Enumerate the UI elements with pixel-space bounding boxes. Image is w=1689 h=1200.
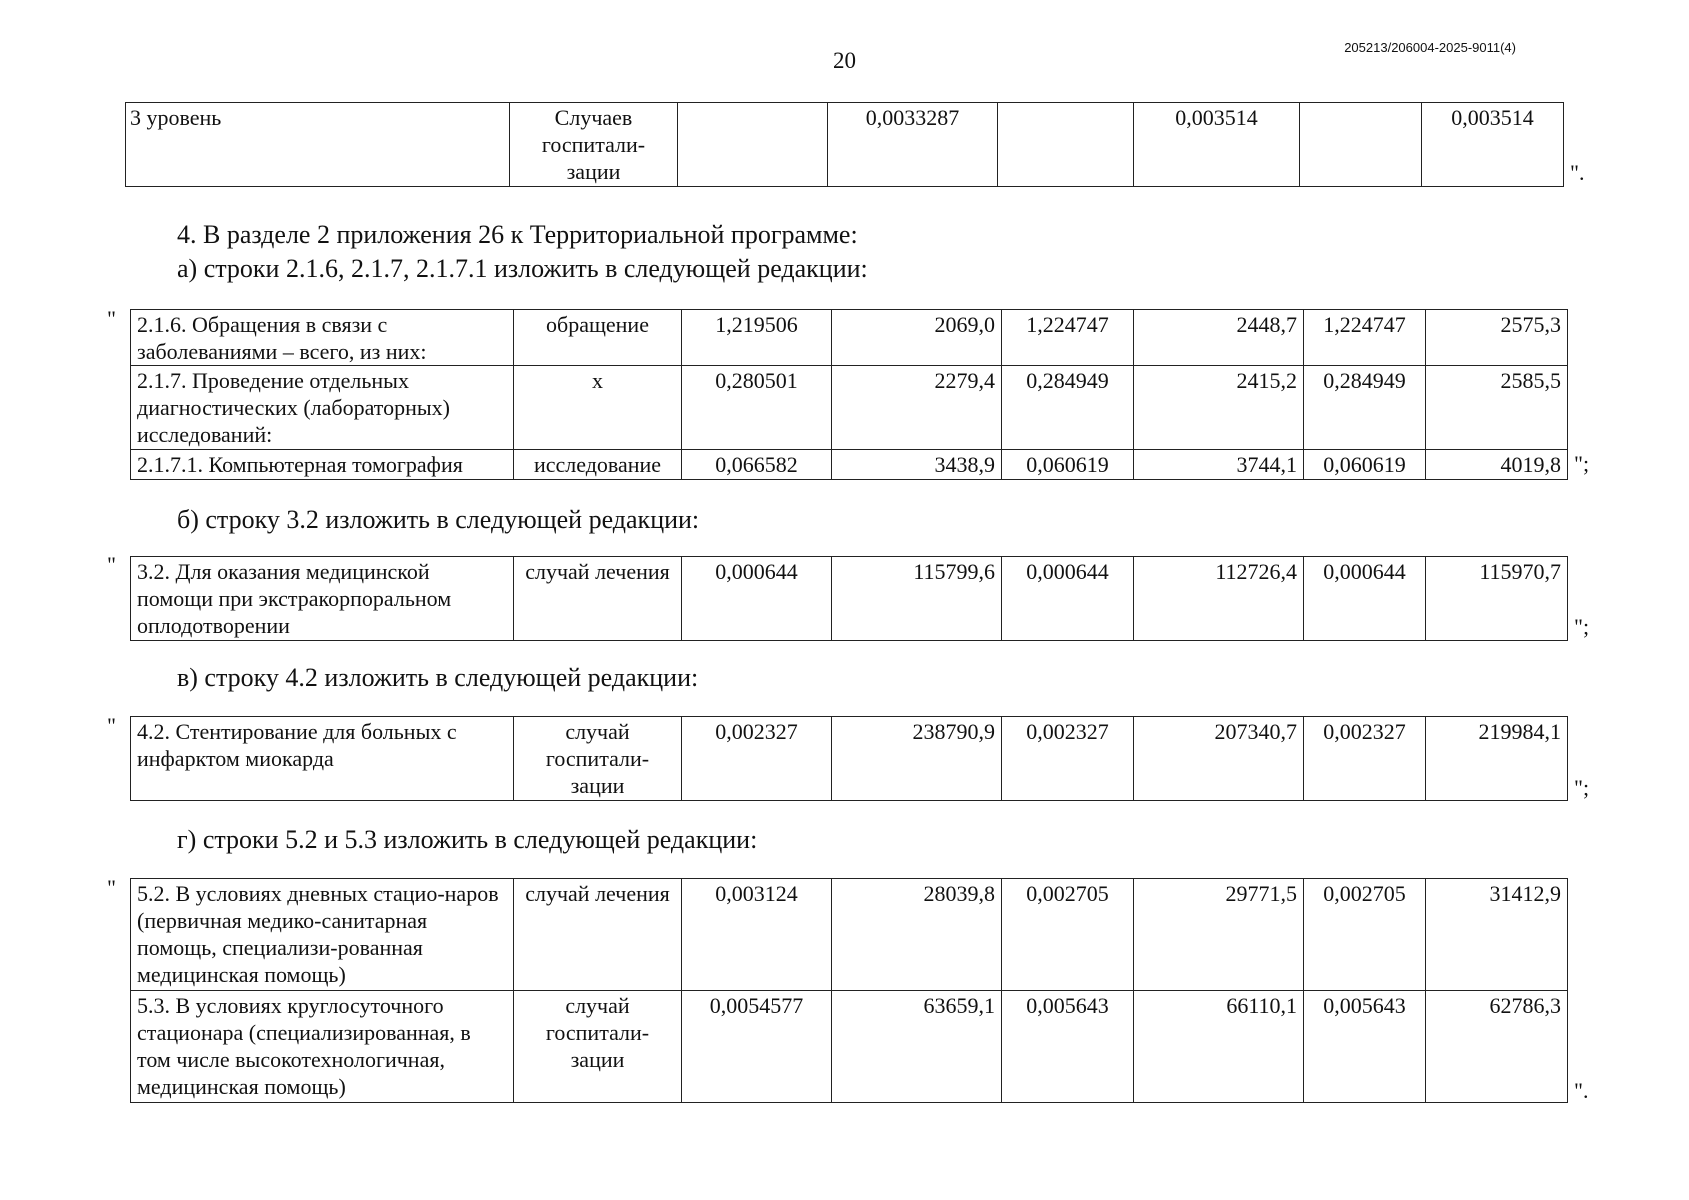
cell-value: 2448,7 bbox=[1134, 310, 1304, 366]
cell-value: 2585,5 bbox=[1426, 366, 1568, 450]
row-name: 3 уровень bbox=[126, 103, 510, 187]
cell-value: 0,003514 bbox=[1134, 103, 1300, 187]
cell-value: 63659,1 bbox=[832, 991, 1002, 1103]
cell-value: 29771,5 bbox=[1134, 879, 1304, 991]
row-unit: случай лечения bbox=[514, 557, 682, 641]
cell-value: 112726,4 bbox=[1134, 557, 1304, 641]
cell-value: 238790,9 bbox=[832, 717, 1002, 801]
cell-value: 0,002327 bbox=[1002, 717, 1134, 801]
cell-value bbox=[678, 103, 828, 187]
row-name: 2.1.6. Обращения в связи с заболеваниями – всего, из них: bbox=[131, 310, 514, 366]
top-table bbox=[125, 102, 1564, 187]
row-name: 5.3. В условиях круглосуточного стационара (специализированная, в том числе высокотехнологичная, медицинская помощь) bbox=[131, 991, 514, 1103]
cell-value: 1,219506 bbox=[682, 310, 832, 366]
cell-value: 0,0054577 bbox=[682, 991, 832, 1103]
table-a bbox=[130, 309, 1568, 480]
table-row bbox=[126, 103, 1564, 187]
cell-value: 2279,4 bbox=[832, 366, 1002, 450]
table-row bbox=[131, 557, 1568, 641]
instruction-v: в) строку 4.2 изложить в следующей редакции: bbox=[177, 663, 699, 692]
cell-value: 0,003124 bbox=[682, 879, 832, 991]
row-unit: случай лечения bbox=[514, 879, 682, 991]
table-row bbox=[131, 879, 1568, 991]
cell-value: 0,000644 bbox=[1304, 557, 1426, 641]
cell-value: 62786,3 bbox=[1426, 991, 1568, 1103]
cell-value: 0,284949 bbox=[1002, 366, 1134, 450]
cell-value: 1,224747 bbox=[1002, 310, 1134, 366]
section-heading: 4. В разделе 2 приложения 26 к Территориальной программе: bbox=[177, 220, 858, 249]
cell-value: 66110,1 bbox=[1134, 991, 1304, 1103]
row-name: 5.2. В условиях дневных стацио-наров (первичная медико-санитарная помощь, специализи-рованная медицинская помощь) bbox=[131, 879, 514, 991]
cell-value: 0,000644 bbox=[682, 557, 832, 641]
cell-value: 1,224747 bbox=[1304, 310, 1426, 366]
cell-value: 0,002705 bbox=[1304, 879, 1426, 991]
closing-quote: ". bbox=[1574, 1078, 1589, 1103]
row-name: 2.1.7. Проведение отдельных диагностических (лабораторных) исследований: bbox=[131, 366, 514, 450]
cell-value: 0,000644 bbox=[1002, 557, 1134, 641]
cell-value bbox=[998, 103, 1134, 187]
opening-quote: " bbox=[107, 713, 116, 738]
instruction-a: а) строки 2.1.6, 2.1.7, 2.1.7.1 изложить в следующей редакции: bbox=[177, 254, 868, 283]
cell-value: 2415,2 bbox=[1134, 366, 1304, 450]
table-b bbox=[130, 556, 1568, 641]
table-v bbox=[130, 716, 1568, 801]
cell-value: 0,003514 bbox=[1422, 103, 1564, 187]
row-unit: случай госпитали-зации bbox=[514, 717, 682, 801]
cell-value: 3438,9 bbox=[832, 450, 1002, 480]
document-id: 205213/206004-2025-9011(4) bbox=[1344, 40, 1516, 55]
cell-value: 115799,6 bbox=[832, 557, 1002, 641]
row-unit: Случаев госпитали-зации bbox=[510, 103, 678, 187]
cell-value: 3744,1 bbox=[1134, 450, 1304, 480]
row-unit: исследование bbox=[514, 450, 682, 480]
table-row bbox=[131, 310, 1568, 366]
row-name: 2.1.7.1. Компьютерная томография bbox=[131, 450, 514, 480]
instruction-g: г) строки 5.2 и 5.3 изложить в следующей редакции: bbox=[177, 825, 758, 854]
closing-quote: ". bbox=[1570, 160, 1585, 185]
cell-value: 0,002705 bbox=[1002, 879, 1134, 991]
cell-value: 219984,1 bbox=[1426, 717, 1568, 801]
cell-value: 31412,9 bbox=[1426, 879, 1568, 991]
cell-value: 207340,7 bbox=[1134, 717, 1304, 801]
cell-value: 0,060619 bbox=[1304, 450, 1426, 480]
cell-value: 0,005643 bbox=[1304, 991, 1426, 1103]
table-row bbox=[131, 717, 1568, 801]
cell-value: 0,066582 bbox=[682, 450, 832, 480]
closing-quote: "; bbox=[1574, 451, 1590, 476]
cell-value: 0,280501 bbox=[682, 366, 832, 450]
row-name: 3.2. Для оказания медицинской помощи при экстракорпоральном оплодотворении bbox=[131, 557, 514, 641]
table-row bbox=[131, 991, 1568, 1103]
opening-quote: " bbox=[107, 306, 116, 331]
row-name: 4.2. Стентирование для больных с инфарктом миокарда bbox=[131, 717, 514, 801]
cell-value: 2575,3 bbox=[1426, 310, 1568, 366]
closing-quote: "; bbox=[1574, 614, 1590, 639]
cell-value: 2069,0 bbox=[832, 310, 1002, 366]
cell-value: 4019,8 bbox=[1426, 450, 1568, 480]
opening-quote: " bbox=[107, 552, 116, 577]
cell-value bbox=[1300, 103, 1422, 187]
cell-value: 0,005643 bbox=[1002, 991, 1134, 1103]
instruction-b: б) строку 3.2 изложить в следующей редакции: bbox=[177, 505, 700, 534]
cell-value: 0,002327 bbox=[1304, 717, 1426, 801]
row-unit: случай госпитали-зации bbox=[514, 991, 682, 1103]
page-number: 20 bbox=[833, 48, 856, 73]
cell-value: 0,284949 bbox=[1304, 366, 1426, 450]
cell-value: 0,0033287 bbox=[828, 103, 998, 187]
row-unit: обращение bbox=[514, 310, 682, 366]
row-unit: х bbox=[514, 366, 682, 450]
table-g bbox=[130, 878, 1568, 1103]
cell-value: 0,002327 bbox=[682, 717, 832, 801]
cell-value: 0,060619 bbox=[1002, 450, 1134, 480]
opening-quote: " bbox=[107, 875, 116, 900]
cell-value: 28039,8 bbox=[832, 879, 1002, 991]
closing-quote: "; bbox=[1574, 775, 1590, 800]
cell-value: 115970,7 bbox=[1426, 557, 1568, 641]
table-row bbox=[131, 450, 1568, 480]
table-row bbox=[131, 366, 1568, 450]
